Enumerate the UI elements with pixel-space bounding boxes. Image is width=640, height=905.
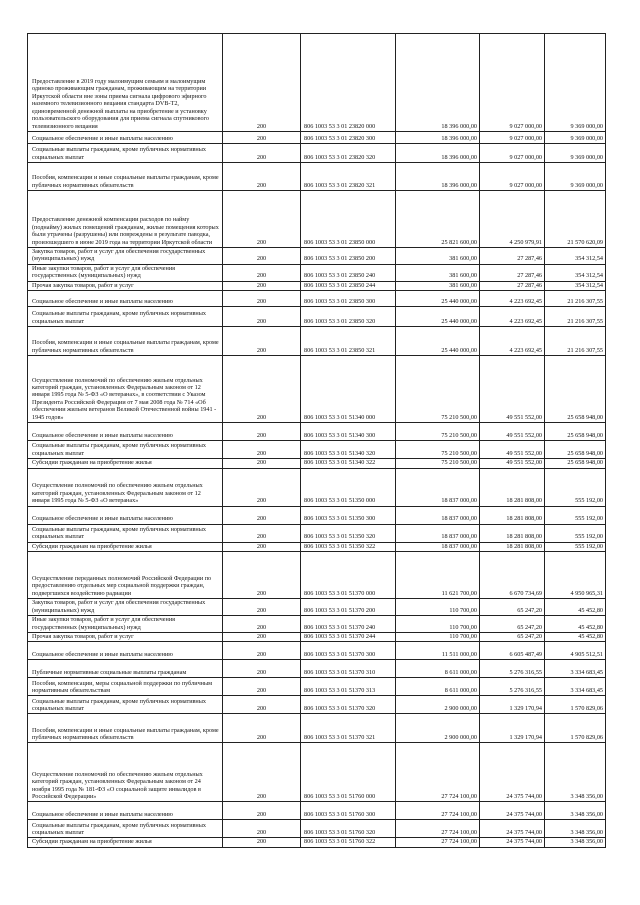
row-admin-code-cell: 200 [223, 423, 301, 441]
row-name-cell: Осуществление полномочий по обеспечению жильем отдельных категорий граждан, установленных Федеральным законом от 12 января 1995 года № 5-ФЗ «О ветеранах», в соответствии с Указом Президента Российской Федерации от 7 мая 2008 года № 714 «Об обеспечении жильем ветеранов Великой Отечественной войны 1941 - 1945 годов» [28, 356, 223, 423]
row-executed-amount-cell: 49 551 552,00 [480, 441, 545, 459]
row-executed-amount-cell: 18 281 808,00 [480, 524, 545, 542]
table-row [28, 356, 606, 423]
row-approved-amount-cell: 18 396 000,00 [396, 144, 480, 163]
row-classification-code-cell: 806 1003 53 3 01 51760 320 [301, 820, 396, 838]
row-admin-code-cell: 200 [223, 307, 301, 327]
row-executed-amount-cell: 18 281 808,00 [480, 506, 545, 524]
row-approved-amount-cell: 8 611 000,00 [396, 678, 480, 696]
table-row [28, 307, 606, 327]
row-unexecuted-amount-cell: 3 348 356,00 [545, 820, 606, 838]
row-admin-code-cell: 200 [223, 599, 301, 616]
row-classification-code-cell: 806 1003 53 3 01 51370 244 [301, 632, 396, 641]
row-executed-amount-cell: 5 276 316,55 [480, 660, 545, 678]
row-unexecuted-amount-cell: 354 312,54 [545, 281, 606, 290]
row-unexecuted-amount-cell: 3 334 683,45 [545, 678, 606, 696]
row-executed-amount-cell: 49 551 552,00 [480, 356, 545, 423]
row-approved-amount-cell: 27 724 100,00 [396, 743, 480, 802]
row-classification-code-cell: 806 1003 53 3 01 51370 320 [301, 696, 396, 714]
row-executed-amount-cell: 27 287,46 [480, 264, 545, 281]
row-approved-amount-cell: 381 600,00 [396, 248, 480, 265]
row-unexecuted-amount-cell: 45 452,80 [545, 632, 606, 641]
row-classification-code-cell: 806 1003 53 3 01 51370 313 [301, 678, 396, 696]
row-admin-code-cell: 200 [223, 552, 301, 599]
row-admin-code-cell: 200 [223, 696, 301, 714]
table-row [28, 281, 606, 290]
row-approved-amount-cell: 11 621 700,00 [396, 552, 480, 599]
row-executed-amount-cell: 6 605 487,49 [480, 642, 545, 660]
row-name-cell: Социальные выплаты гражданам, кроме публичных нормативных социальных выплат [28, 524, 223, 542]
row-approved-amount-cell: 18 837 000,00 [396, 524, 480, 542]
row-admin-code-cell: 200 [223, 678, 301, 696]
row-unexecuted-amount-cell: 354 312,54 [545, 248, 606, 265]
row-admin-code-cell: 200 [223, 743, 301, 802]
row-unexecuted-amount-cell: 4 905 512,51 [545, 642, 606, 660]
row-classification-code-cell: 806 1003 53 3 01 23820 300 [301, 132, 396, 144]
row-executed-amount-cell: 9 027 000,00 [480, 34, 545, 132]
row-classification-code-cell: 806 1003 53 3 01 23820 000 [301, 34, 396, 132]
table-row [28, 163, 606, 191]
row-classification-code-cell: 806 1003 53 3 01 51340 320 [301, 441, 396, 459]
row-classification-code-cell: 806 1003 53 3 01 51340 300 [301, 423, 396, 441]
row-admin-code-cell: 200 [223, 264, 301, 281]
row-classification-code-cell: 806 1003 53 3 01 23850 300 [301, 291, 396, 307]
row-classification-code-cell: 806 1003 53 3 01 51350 322 [301, 542, 396, 551]
row-name-cell: Закупка товаров, работ и услуг для обеспечения государственных (муниципальных) нужд [28, 248, 223, 265]
row-name-cell: Социальное обеспечение и иные выплаты населению [28, 642, 223, 660]
row-unexecuted-amount-cell: 555 192,00 [545, 524, 606, 542]
row-unexecuted-amount-cell: 3 348 356,00 [545, 838, 606, 847]
table-row [28, 642, 606, 660]
row-executed-amount-cell: 4 223 692,45 [480, 291, 545, 307]
table-row [28, 506, 606, 524]
row-classification-code-cell: 806 1003 53 3 01 23850 000 [301, 191, 396, 248]
row-classification-code-cell: 806 1003 53 3 01 51350 320 [301, 524, 396, 542]
row-executed-amount-cell: 65 247,20 [480, 632, 545, 641]
row-admin-code-cell: 200 [223, 820, 301, 838]
table-body [28, 34, 606, 848]
budget-execution-table [27, 33, 606, 848]
row-executed-amount-cell: 4 250 979,91 [480, 191, 545, 248]
document-page [27, 33, 605, 848]
row-name-cell: Социальные выплаты гражданам, кроме публичных нормативных социальных выплат [28, 820, 223, 838]
row-approved-amount-cell: 27 724 100,00 [396, 820, 480, 838]
row-approved-amount-cell: 27 724 100,00 [396, 802, 480, 820]
row-executed-amount-cell: 49 551 552,00 [480, 423, 545, 441]
row-unexecuted-amount-cell: 9 369 000,00 [545, 132, 606, 144]
row-unexecuted-amount-cell: 21 216 307,55 [545, 291, 606, 307]
row-classification-code-cell: 806 1003 53 3 01 51760 300 [301, 802, 396, 820]
row-executed-amount-cell: 1 329 170,94 [480, 714, 545, 743]
row-executed-amount-cell: 27 287,46 [480, 248, 545, 265]
row-classification-code-cell: 806 1003 53 3 01 51370 000 [301, 552, 396, 599]
row-unexecuted-amount-cell: 3 334 683,45 [545, 660, 606, 678]
row-executed-amount-cell: 65 247,20 [480, 599, 545, 616]
row-classification-code-cell: 806 1003 53 3 01 51370 310 [301, 660, 396, 678]
table-row [28, 632, 606, 641]
row-executed-amount-cell: 5 276 316,55 [480, 678, 545, 696]
row-admin-code-cell: 200 [223, 660, 301, 678]
row-classification-code-cell: 806 1003 53 3 01 51370 300 [301, 642, 396, 660]
row-unexecuted-amount-cell: 21 216 307,55 [545, 307, 606, 327]
table-row [28, 660, 606, 678]
row-name-cell: Публичные нормативные социальные выплаты гражданам [28, 660, 223, 678]
row-classification-code-cell: 806 1003 53 3 01 51340 000 [301, 356, 396, 423]
row-approved-amount-cell: 25 821 600,00 [396, 191, 480, 248]
row-unexecuted-amount-cell: 25 658 948,00 [545, 441, 606, 459]
row-unexecuted-amount-cell: 1 570 829,06 [545, 696, 606, 714]
row-classification-code-cell: 806 1003 53 3 01 23850 320 [301, 307, 396, 327]
row-executed-amount-cell: 9 027 000,00 [480, 163, 545, 191]
row-approved-amount-cell: 18 396 000,00 [396, 163, 480, 191]
row-classification-code-cell: 806 1003 53 3 01 51350 300 [301, 506, 396, 524]
row-unexecuted-amount-cell: 21 216 307,55 [545, 327, 606, 356]
row-unexecuted-amount-cell: 9 369 000,00 [545, 34, 606, 132]
row-admin-code-cell: 200 [223, 524, 301, 542]
row-admin-code-cell: 200 [223, 468, 301, 506]
table-row [28, 616, 606, 633]
row-unexecuted-amount-cell: 3 348 356,00 [545, 802, 606, 820]
row-name-cell: Социальное обеспечение и иные выплаты населению [28, 506, 223, 524]
row-classification-code-cell: 806 1003 53 3 01 23820 320 [301, 144, 396, 163]
row-admin-code-cell: 200 [223, 441, 301, 459]
row-name-cell: Субсидии гражданам на приобретение жилья [28, 542, 223, 551]
row-classification-code-cell: 806 1003 53 3 01 51370 321 [301, 714, 396, 743]
table-row [28, 264, 606, 281]
row-admin-code-cell: 200 [223, 144, 301, 163]
table-row [28, 423, 606, 441]
row-executed-amount-cell: 65 247,20 [480, 616, 545, 633]
row-approved-amount-cell: 18 837 000,00 [396, 506, 480, 524]
row-name-cell: Субсидии гражданам на приобретение жилья [28, 838, 223, 847]
row-admin-code-cell: 200 [223, 281, 301, 290]
row-executed-amount-cell: 18 281 808,00 [480, 542, 545, 551]
row-executed-amount-cell: 9 027 000,00 [480, 144, 545, 163]
table-row [28, 291, 606, 307]
row-classification-code-cell: 806 1003 53 3 01 23850 321 [301, 327, 396, 356]
row-name-cell: Осуществление переданных полномочий Российской Федерации по предоставлению отдельных мер социальной поддержки граждан, подвергшихся воздействию радиации [28, 552, 223, 599]
row-executed-amount-cell: 49 551 552,00 [480, 459, 545, 468]
row-classification-code-cell: 806 1003 53 3 01 51760 000 [301, 743, 396, 802]
row-unexecuted-amount-cell: 25 658 948,00 [545, 459, 606, 468]
row-admin-code-cell: 200 [223, 459, 301, 468]
table-row [28, 468, 606, 506]
row-unexecuted-amount-cell: 555 192,00 [545, 468, 606, 506]
row-approved-amount-cell: 18 837 000,00 [396, 468, 480, 506]
table-row [28, 34, 606, 132]
table-row [28, 743, 606, 802]
row-approved-amount-cell: 11 511 000,00 [396, 642, 480, 660]
row-admin-code-cell: 200 [223, 291, 301, 307]
row-admin-code-cell: 200 [223, 248, 301, 265]
row-approved-amount-cell: 75 210 500,00 [396, 423, 480, 441]
table-row [28, 132, 606, 144]
row-name-cell: Предоставление денежной компенсации расходов по найму (поднайму) жилых помещений гражданам, жилые помещения которых были утрачены (разрушены) или повреждены в результате паводка, произошедшего в июне 2019 года на территории Иркутской области [28, 191, 223, 248]
row-name-cell: Пособия, компенсации и иные социальные выплаты гражданам, кроме публичных нормативных обязательств [28, 327, 223, 356]
row-admin-code-cell: 200 [223, 191, 301, 248]
row-executed-amount-cell: 24 375 744,00 [480, 743, 545, 802]
table-row [28, 327, 606, 356]
table-row [28, 552, 606, 599]
row-approved-amount-cell: 2 900 000,00 [396, 696, 480, 714]
row-classification-code-cell: 806 1003 53 3 01 51370 240 [301, 616, 396, 633]
row-executed-amount-cell: 27 287,46 [480, 281, 545, 290]
row-name-cell: Социальные выплаты гражданам, кроме публичных нормативных социальных выплат [28, 144, 223, 163]
row-executed-amount-cell: 6 670 734,69 [480, 552, 545, 599]
row-approved-amount-cell: 381 600,00 [396, 281, 480, 290]
row-executed-amount-cell: 18 281 808,00 [480, 468, 545, 506]
row-name-cell: Прочая закупка товаров, работ и услуг [28, 632, 223, 641]
table-row [28, 144, 606, 163]
row-executed-amount-cell: 4 223 692,45 [480, 327, 545, 356]
row-admin-code-cell: 200 [223, 632, 301, 641]
row-admin-code-cell: 200 [223, 802, 301, 820]
table-row [28, 459, 606, 468]
row-approved-amount-cell: 2 900 000,00 [396, 714, 480, 743]
row-admin-code-cell: 200 [223, 616, 301, 633]
table-row [28, 248, 606, 265]
row-name-cell: Социальные выплаты гражданам, кроме публичных нормативных социальных выплат [28, 696, 223, 714]
row-admin-code-cell: 200 [223, 642, 301, 660]
row-classification-code-cell: 806 1003 53 3 01 23820 321 [301, 163, 396, 191]
row-name-cell: Социальное обеспечение и иные выплаты населению [28, 802, 223, 820]
row-admin-code-cell: 200 [223, 34, 301, 132]
table-row [28, 542, 606, 551]
table-row [28, 802, 606, 820]
row-executed-amount-cell: 9 027 000,00 [480, 132, 545, 144]
row-approved-amount-cell: 75 210 500,00 [396, 441, 480, 459]
row-name-cell: Субсидии гражданам на приобретение жилья [28, 459, 223, 468]
row-name-cell: Социальные выплаты гражданам, кроме публичных нормативных социальных выплат [28, 441, 223, 459]
row-name-cell: Иные закупки товаров, работ и услуг для обеспечения государственных (муниципальных) нужд [28, 616, 223, 633]
row-name-cell: Пособия, компенсации и иные социальные выплаты гражданам, кроме публичных нормативных обязательств [28, 163, 223, 191]
row-name-cell: Предоставление в 2019 году малоимущим семьям и малоимущим одиноко проживающим гражданам, проживающим на территории Иркутской области вне зоны приема сигнала цифрового эфирного наземного телевизионного вещания стандарта DVB-T2, единовременной денежной выплаты на приобретение и установку пользовательского оборудования для приема сигнала спутникового телевизионного вещания [28, 34, 223, 132]
table-row [28, 599, 606, 616]
row-approved-amount-cell: 25 440 000,00 [396, 307, 480, 327]
row-unexecuted-amount-cell: 1 570 829,06 [545, 714, 606, 743]
row-classification-code-cell: 806 1003 53 3 01 51340 322 [301, 459, 396, 468]
row-approved-amount-cell: 110 700,00 [396, 616, 480, 633]
row-executed-amount-cell: 24 375 744,00 [480, 820, 545, 838]
row-unexecuted-amount-cell: 4 950 965,31 [545, 552, 606, 599]
row-unexecuted-amount-cell: 45 452,80 [545, 599, 606, 616]
row-admin-code-cell: 200 [223, 163, 301, 191]
table-row [28, 441, 606, 459]
row-approved-amount-cell: 110 700,00 [396, 599, 480, 616]
row-name-cell: Пособия, компенсации и иные социальные выплаты гражданам, кроме публичных нормативных обязательств [28, 714, 223, 743]
row-name-cell: Осуществление полномочий по обеспечению жильем отдельных категорий граждан, установленных Федеральным законом от 24 ноября 1995 года № 181-ФЗ «О социальной защите инвалидов в Российской Федерации» [28, 743, 223, 802]
row-classification-code-cell: 806 1003 53 3 01 23850 240 [301, 264, 396, 281]
row-name-cell: Закупка товаров, работ и услуг для обеспечения государственных (муниципальных) нужд [28, 599, 223, 616]
row-admin-code-cell: 200 [223, 132, 301, 144]
row-executed-amount-cell: 1 329 170,94 [480, 696, 545, 714]
row-admin-code-cell: 200 [223, 838, 301, 847]
table-row [28, 696, 606, 714]
row-unexecuted-amount-cell: 3 348 356,00 [545, 743, 606, 802]
row-name-cell: Прочая закупка товаров, работ и услуг [28, 281, 223, 290]
row-name-cell: Социальное обеспечение и иные выплаты населению [28, 132, 223, 144]
row-executed-amount-cell: 24 375 744,00 [480, 802, 545, 820]
row-classification-code-cell: 806 1003 53 3 01 23850 244 [301, 281, 396, 290]
row-approved-amount-cell: 75 210 500,00 [396, 459, 480, 468]
row-unexecuted-amount-cell: 354 312,54 [545, 264, 606, 281]
row-admin-code-cell: 200 [223, 327, 301, 356]
row-unexecuted-amount-cell: 25 658 948,00 [545, 356, 606, 423]
row-approved-amount-cell: 18 837 000,00 [396, 542, 480, 551]
row-name-cell: Социальное обеспечение и иные выплаты населению [28, 291, 223, 307]
row-name-cell: Пособия, компенсации, меры социальной поддержки по публичным нормативным обязательствам [28, 678, 223, 696]
row-admin-code-cell: 200 [223, 542, 301, 551]
row-classification-code-cell: 806 1003 53 3 01 51350 000 [301, 468, 396, 506]
row-executed-amount-cell: 4 223 692,45 [480, 307, 545, 327]
row-unexecuted-amount-cell: 45 452,80 [545, 616, 606, 633]
row-name-cell: Осуществление полномочий по обеспечению жильем отдельных категорий граждан, установленных Федеральным законом от 12 января 1995 года № 5-ФЗ «О ветеранах» [28, 468, 223, 506]
row-name-cell: Социальные выплаты гражданам, кроме публичных нормативных социальных выплат [28, 307, 223, 327]
row-admin-code-cell: 200 [223, 506, 301, 524]
table-row [28, 191, 606, 248]
row-unexecuted-amount-cell: 555 192,00 [545, 506, 606, 524]
row-unexecuted-amount-cell: 21 570 620,09 [545, 191, 606, 248]
row-classification-code-cell: 806 1003 53 3 01 51760 322 [301, 838, 396, 847]
row-approved-amount-cell: 8 611 000,00 [396, 660, 480, 678]
table-row [28, 678, 606, 696]
table-row [28, 714, 606, 743]
row-name-cell: Социальное обеспечение и иные выплаты населению [28, 423, 223, 441]
table-row [28, 838, 606, 847]
row-approved-amount-cell: 25 440 000,00 [396, 291, 480, 307]
row-approved-amount-cell: 25 440 000,00 [396, 327, 480, 356]
row-approved-amount-cell: 381 600,00 [396, 264, 480, 281]
row-classification-code-cell: 806 1003 53 3 01 23850 200 [301, 248, 396, 265]
row-approved-amount-cell: 75 210 500,00 [396, 356, 480, 423]
row-unexecuted-amount-cell: 9 369 000,00 [545, 144, 606, 163]
row-unexecuted-amount-cell: 9 369 000,00 [545, 163, 606, 191]
row-approved-amount-cell: 18 396 000,00 [396, 132, 480, 144]
row-classification-code-cell: 806 1003 53 3 01 51370 200 [301, 599, 396, 616]
row-unexecuted-amount-cell: 25 658 948,00 [545, 423, 606, 441]
row-name-cell: Иные закупки товаров, работ и услуг для обеспечения государственных (муниципальных) нужд [28, 264, 223, 281]
table-row [28, 820, 606, 838]
row-approved-amount-cell: 27 724 100,00 [396, 838, 480, 847]
row-executed-amount-cell: 24 375 744,00 [480, 838, 545, 847]
row-approved-amount-cell: 110 700,00 [396, 632, 480, 641]
row-admin-code-cell: 200 [223, 714, 301, 743]
row-admin-code-cell: 200 [223, 356, 301, 423]
row-approved-amount-cell: 18 396 000,00 [396, 34, 480, 132]
table-row [28, 524, 606, 542]
row-unexecuted-amount-cell: 555 192,00 [545, 542, 606, 551]
